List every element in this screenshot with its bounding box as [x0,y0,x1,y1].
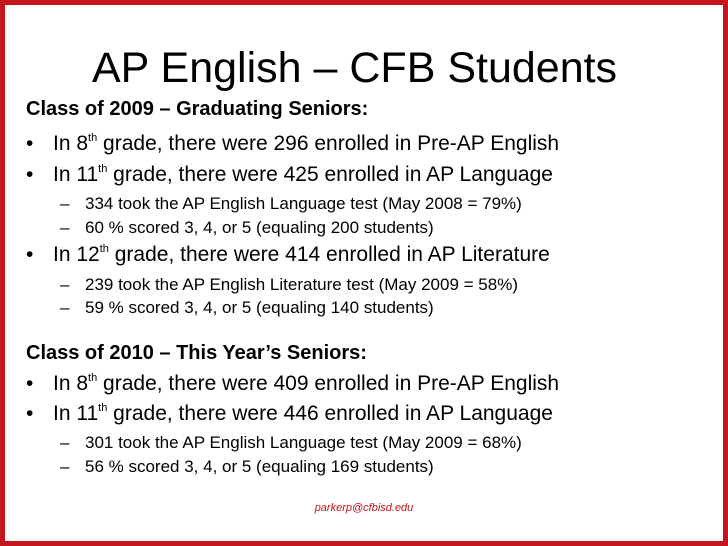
sub-2009-lang-test [60,193,522,215]
bullet-sup: th [88,372,98,384]
bullet-post: grade, there were 446 enrolled in AP Language [107,402,553,425]
bullet-pre: In 8 [53,132,89,155]
sub-text: 60 % scored 3, 4, or 5 (equaling 200 students) [85,218,434,237]
class-2009-heading: Class of 2009 – Graduating Seniors: [26,98,369,120]
bullet-post: grade, there were 414 enrolled in AP Literature [108,243,550,266]
bullet-glyph: • [26,402,34,425]
bullet-post: grade, there were 409 enrolled in Pre-AP English [97,372,560,395]
bullet-sup: th [88,132,98,144]
bullet-2009-grade12 [26,242,550,268]
sub-text: 239 took the AP English Literature test (May 2009 = 58%) [85,275,518,294]
bullet-2009-grade8 [26,131,559,157]
bullet-2009-grade11 [26,162,553,188]
dash-glyph: – [60,194,70,213]
dash-glyph: – [60,298,70,317]
bullet-glyph: • [26,243,34,266]
class-2010-heading: Class of 2010 – This Year’s Seniors: [26,342,367,364]
bullet-post: grade, there were 425 enrolled in AP Language [107,163,553,186]
sub-2009-lit-test [60,274,518,296]
dash-glyph: – [60,433,70,452]
sub-text: 334 took the AP English Language test (May 2008 = 79%) [85,194,522,213]
bullet-sup: th [98,163,108,175]
bullet-sup: th [99,243,109,255]
sub-2010-lang-scores [60,456,434,478]
sub-2010-lang-test [60,432,522,454]
bullet-pre: In 11 [53,402,99,425]
sub-text: 56 % scored 3, 4, or 5 (equaling 169 students) [85,457,434,476]
sub-2009-lang-scores [60,217,434,239]
bullet-pre: In 11 [53,163,99,186]
bullet-2010-grade8 [26,371,559,397]
footer-email: parkerp@cfbisd.edu [314,502,414,514]
dash-glyph: – [60,275,70,294]
slide-title: AP English – CFB Students [92,44,618,92]
bullet-glyph: • [26,132,34,155]
dash-glyph: – [60,218,70,237]
bullet-2010-grade11 [26,401,553,427]
sub-text: 59 % scored 3, 4, or 5 (equaling 140 students) [85,298,434,317]
sub-text: 301 took the AP English Language test (May 2009 = 68%) [85,433,522,452]
bullet-glyph: • [26,163,34,186]
bullet-pre: In 8 [53,372,89,395]
bullet-pre: In 12 [53,243,100,266]
bullet-sup: th [98,402,108,414]
sub-2009-lit-scores [60,297,434,319]
bullet-glyph: • [26,372,34,395]
dash-glyph: – [60,457,70,476]
bullet-post: grade, there were 296 enrolled in Pre-AP English [97,132,560,155]
